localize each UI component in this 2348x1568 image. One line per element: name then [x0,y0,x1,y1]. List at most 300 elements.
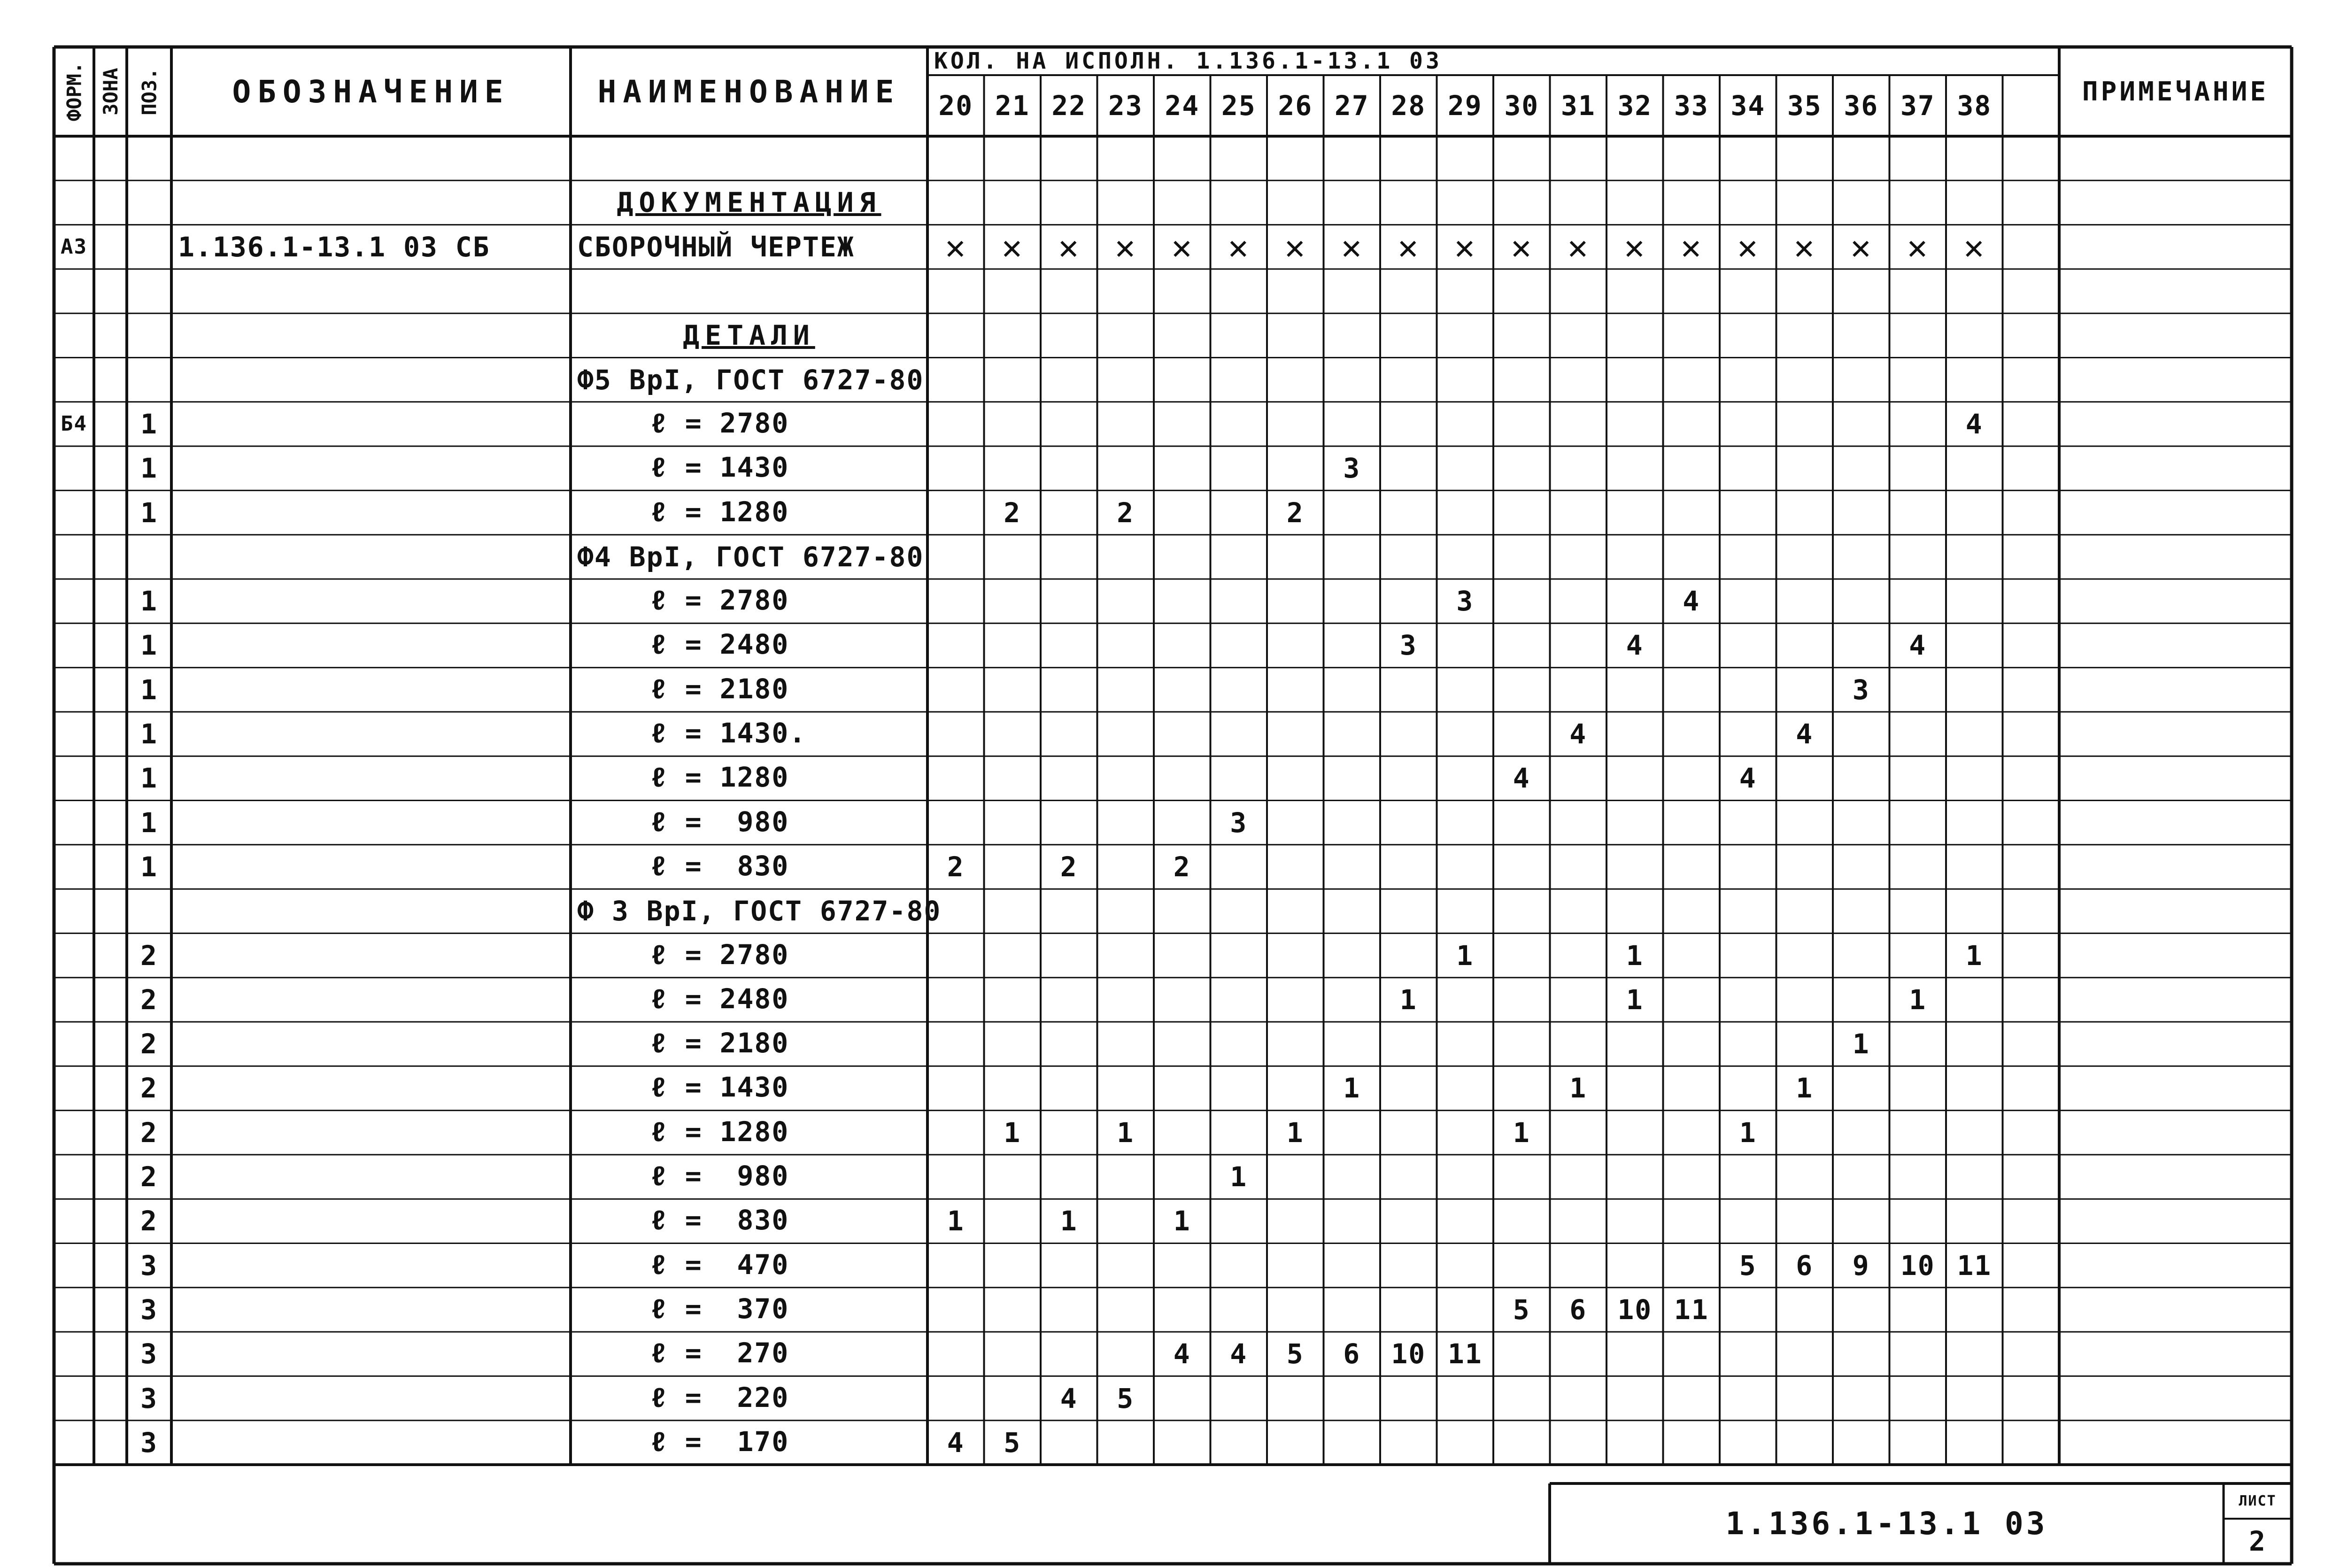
qty-cell-27: 3 [1343,452,1361,485]
qty-cell-27 [1324,490,1381,534]
qty-cell-31 [1550,1199,1607,1243]
row-format [54,1111,94,1155]
row-zone [94,180,127,224]
row-format [54,1244,94,1288]
qty-cell-36 [1833,1288,1890,1332]
qty-cell-29 [1437,1199,1494,1243]
qty-cell-26 [1267,1244,1324,1288]
variant-header-32: 32 [1617,90,1653,122]
variant-header-35: 35 [1787,90,1822,122]
qty-cell-33 [1663,1111,1720,1155]
row-designation [171,1111,571,1155]
qty-cell-32 [1607,1066,1663,1110]
row-position: 2 [140,1072,158,1105]
qty-cell-35 [1776,180,1833,224]
qty-cell-24 [1154,712,1211,756]
qty-cell-30 [1493,889,1550,933]
qty-cell-33 [1663,180,1720,224]
qty-cell-28 [1380,1376,1437,1420]
row-position: 1 [140,673,158,706]
qty-cell-31 [1550,933,1607,977]
qty-cell-27: 6 [1343,1338,1361,1370]
qty-cell-20 [927,535,984,579]
qty-cell-34 [1720,1022,1776,1066]
qty-cell-23 [1097,1288,1154,1332]
qty-cell-20 [927,801,984,845]
qty-cell-23 [1097,579,1154,623]
row-format [54,1376,94,1420]
qty-cell-36 [1833,845,1890,889]
row-position [127,136,171,180]
qty-cell-25 [1211,446,1267,490]
row-zone [94,358,127,402]
qty-cell-33 [1663,358,1720,402]
qty-cell-36 [1833,180,1890,224]
qty-cell-25 [1211,358,1267,402]
qty-cell-28 [1380,1022,1437,1066]
row-name: ℓ = 2480 [650,628,789,661]
qty-cell-26 [1267,402,1324,446]
qty-cell-34 [1720,535,1776,579]
qty-cell-38 [1946,978,2003,1022]
qty-cell-32 [1607,889,1663,933]
qty-cell-33 [1663,889,1720,933]
qty-cell-20: 1 [947,1205,965,1237]
qty-cell-24 [1154,623,1211,667]
qty-cell-35 [1776,313,1833,357]
qty-cell-31 [1550,358,1607,402]
qty-cell-34 [1720,845,1776,889]
qty-cell-32 [1607,845,1663,889]
qty-cell-29: ✕ [1454,227,1476,267]
qty-cell-32 [1607,1155,1663,1199]
qty-cell-20 [927,1155,984,1199]
qty-cell-30 [1493,490,1550,534]
qty-cell-27 [1324,180,1381,224]
row-format [54,889,94,933]
qty-cell-32: 1 [1626,983,1644,1016]
qty-cell-34 [1720,978,1776,1022]
qty-cell-37 [1890,1332,1946,1376]
qty-cell-37 [1890,1111,1946,1155]
qty-cell-22: 2 [1060,850,1078,883]
qty-cell-32: 1 [1626,939,1644,972]
qty-cell-33 [1663,402,1720,446]
qty-cell-37 [1890,313,1946,357]
qty-cell-38 [1946,358,2003,402]
qty-cell-37 [1890,1066,1946,1110]
qty-cell-30 [1493,1022,1550,1066]
qty-cell-31 [1550,313,1607,357]
qty-cell-36 [1833,1155,1890,1199]
qty-cell-27 [1324,978,1381,1022]
qty-cell-31: 1 [1569,1072,1587,1105]
row-name [571,269,927,313]
row-name: ℓ = 470 [650,1248,789,1281]
qty-cell-24: 4 [1173,1338,1191,1370]
qty-cell-34 [1720,136,1776,180]
qty-cell-21 [984,269,1041,313]
qty-cell-36 [1833,978,1890,1022]
qty-cell-36 [1833,358,1890,402]
header-qty-caption: КОЛ. НА ИСПОЛН. 1.136.1-13.1 03 [934,48,1442,74]
qty-cell-27 [1324,623,1381,667]
row-designation [171,845,571,889]
qty-cell-34 [1720,623,1776,667]
qty-cell-32 [1607,1421,1663,1465]
qty-cell-36 [1833,1066,1890,1110]
qty-cell-21 [984,136,1041,180]
qty-cell-36 [1833,1332,1890,1376]
row-position: 3 [140,1293,158,1326]
qty-cell-22 [1041,1022,1097,1066]
qty-cell-32 [1607,402,1663,446]
row-position: 2 [140,1205,158,1237]
qty-cell-25 [1211,712,1267,756]
qty-cell-24 [1154,313,1211,357]
qty-cell-21: 1 [1004,1116,1021,1149]
qty-cell-22 [1041,535,1097,579]
qty-cell-27 [1324,1022,1381,1066]
qty-cell-33 [1663,1022,1720,1066]
qty-cell-32 [1607,1332,1663,1376]
row-designation: 1.136.1-13.1 03 СБ [178,231,490,263]
qty-cell-37: ✕ [1907,227,1929,267]
qty-cell-38 [1946,1199,2003,1243]
row-designation [171,136,571,180]
row-position: 3 [140,1338,158,1370]
qty-cell-35 [1776,1111,1833,1155]
qty-cell-31 [1550,1376,1607,1420]
qty-cell-33 [1663,313,1720,357]
qty-cell-25 [1211,269,1267,313]
qty-cell-20 [927,933,984,977]
qty-cell-37 [1890,180,1946,224]
qty-cell-24 [1154,180,1211,224]
qty-cell-24 [1154,668,1211,712]
row-designation [171,1066,571,1110]
qty-cell-31 [1550,402,1607,446]
qty-cell-33 [1663,1421,1720,1465]
qty-cell-32 [1607,1376,1663,1420]
row-designation [171,978,571,1022]
row-zone [94,269,127,313]
row-name: ℓ = 830 [650,1204,789,1236]
qty-cell-35 [1776,623,1833,667]
qty-cell-29 [1437,180,1494,224]
qty-cell-38 [1946,136,2003,180]
qty-cell-30 [1493,402,1550,446]
qty-cell-34 [1720,1199,1776,1243]
qty-cell-34 [1720,712,1776,756]
qty-cell-22 [1041,313,1097,357]
qty-cell-28 [1380,889,1437,933]
qty-cell-38 [1946,845,2003,889]
qty-cell-32 [1607,313,1663,357]
qty-cell-28 [1380,490,1437,534]
qty-cell-23 [1097,446,1154,490]
qty-cell-20 [927,978,984,1022]
qty-cell-38 [1946,1376,2003,1420]
qty-cell-29 [1437,889,1494,933]
qty-cell-31 [1550,1111,1607,1155]
variant-header-25: 25 [1221,90,1256,122]
qty-cell-32 [1607,712,1663,756]
qty-cell-22 [1041,933,1097,977]
qty-cell-33 [1663,1332,1720,1376]
row-position: 2 [140,1116,158,1149]
qty-cell-34 [1720,1421,1776,1465]
qty-cell-37 [1890,358,1946,402]
qty-cell-29 [1437,1111,1494,1155]
qty-cell-37 [1890,845,1946,889]
qty-cell-31: ✕ [1568,227,1589,267]
qty-cell-33 [1663,801,1720,845]
qty-cell-21 [984,1244,1041,1288]
qty-cell-36 [1833,756,1890,800]
qty-cell-33 [1663,1155,1720,1199]
row-name: ℓ = 1430 [650,451,789,484]
qty-cell-22 [1041,1421,1097,1465]
row-name: ℓ = 370 [650,1292,789,1325]
row-position: 1 [140,806,158,839]
qty-cell-29 [1437,845,1494,889]
qty-cell-35 [1776,490,1833,534]
qty-cell-24 [1154,1376,1211,1420]
qty-cell-22 [1041,136,1097,180]
qty-cell-23 [1097,801,1154,845]
qty-cell-34 [1720,933,1776,977]
qty-cell-34 [1720,1288,1776,1332]
qty-cell-20 [927,313,984,357]
qty-cell-38 [1946,668,2003,712]
qty-cell-33 [1663,446,1720,490]
qty-cell-38 [1946,490,2003,534]
qty-cell-28 [1380,1111,1437,1155]
qty-cell-23 [1097,358,1154,402]
qty-cell-25 [1211,1421,1267,1465]
row-name: ℓ = 220 [650,1381,789,1414]
qty-cell-24 [1154,269,1211,313]
qty-cell-38 [1946,1111,2003,1155]
qty-cell-37: 10 [1900,1249,1935,1282]
qty-cell-31 [1550,889,1607,933]
qty-cell-30 [1493,136,1550,180]
qty-cell-33 [1663,623,1720,667]
qty-cell-31 [1550,1421,1607,1465]
qty-cell-30 [1493,623,1550,667]
qty-cell-38: ✕ [1963,227,1985,267]
qty-cell-29 [1437,313,1494,357]
row-designation [171,402,571,446]
qty-cell-26 [1267,933,1324,977]
row-format [54,269,94,313]
qty-cell-36 [1833,490,1890,534]
qty-cell-35 [1776,889,1833,933]
qty-cell-23 [1097,623,1154,667]
qty-cell-37 [1890,1155,1946,1199]
qty-cell-22 [1041,756,1097,800]
qty-cell-25 [1211,1111,1267,1155]
qty-cell-25 [1211,180,1267,224]
qty-cell-31 [1550,1022,1607,1066]
qty-cell-27 [1324,136,1381,180]
variant-header-30: 30 [1504,90,1539,122]
qty-cell-29 [1437,1421,1494,1465]
row-zone [94,225,127,269]
row-position: 2 [140,939,158,972]
row-position: 1 [140,408,158,440]
qty-cell-25 [1211,313,1267,357]
qty-cell-30 [1493,446,1550,490]
qty-cell-24 [1154,1155,1211,1199]
row-zone [94,136,127,180]
qty-cell-32 [1607,1244,1663,1288]
qty-cell-26: 2 [1286,496,1304,529]
qty-cell-28: 3 [1399,629,1417,662]
qty-cell-30 [1493,180,1550,224]
qty-cell-24 [1154,978,1211,1022]
row-name: ℓ = 2480 [650,982,789,1015]
qty-cell-37 [1890,269,1946,313]
qty-cell-30 [1493,1155,1550,1199]
qty-cell-29 [1437,402,1494,446]
qty-cell-29 [1437,978,1494,1022]
qty-cell-36 [1833,801,1890,845]
row-zone [94,1288,127,1332]
qty-cell-28 [1380,1244,1437,1288]
qty-cell-24 [1154,933,1211,977]
qty-cell-36: 1 [1852,1028,1870,1060]
qty-cell-36 [1833,269,1890,313]
qty-cell-30 [1493,712,1550,756]
qty-cell-21 [984,801,1041,845]
qty-cell-35 [1776,668,1833,712]
qty-cell-32 [1607,136,1663,180]
qty-cell-26 [1267,1288,1324,1332]
qty-cell-20 [927,579,984,623]
row-position [127,358,171,402]
row-designation [171,313,571,357]
row-zone [94,889,127,933]
row-format [54,668,94,712]
qty-cell-34 [1720,358,1776,402]
qty-cell-25 [1211,978,1267,1022]
qty-cell-22 [1041,1066,1097,1110]
qty-cell-21: 5 [1004,1426,1021,1459]
qty-cell-26: 5 [1286,1338,1304,1370]
qty-cell-25 [1211,933,1267,977]
qty-cell-37 [1890,490,1946,534]
qty-cell-26 [1267,1155,1324,1199]
qty-cell-31 [1550,668,1607,712]
qty-cell-20 [927,490,984,534]
qty-cell-30 [1493,1376,1550,1420]
row-designation [171,1288,571,1332]
qty-cell-37 [1890,579,1946,623]
qty-cell-31 [1550,180,1607,224]
qty-cell-30 [1493,1244,1550,1288]
qty-cell-35 [1776,1332,1833,1376]
qty-cell-35 [1776,1199,1833,1243]
row-designation [171,269,571,313]
qty-cell-35 [1776,845,1833,889]
row-position: 1 [140,452,158,485]
qty-cell-34 [1720,313,1776,357]
qty-cell-30 [1493,801,1550,845]
row-designation [171,490,571,534]
sheet-label: ЛИСТ [2239,1493,2277,1509]
qty-cell-37 [1890,535,1946,579]
qty-cell-32 [1607,1199,1663,1243]
qty-cell-28 [1380,402,1437,446]
qty-cell-32 [1607,668,1663,712]
row-position: 1 [140,629,158,662]
qty-cell-20 [927,136,984,180]
variant-header-34: 34 [1730,90,1766,122]
qty-cell-34 [1720,579,1776,623]
qty-cell-30 [1493,1332,1550,1376]
header-form: ФОРМ. [62,62,85,122]
qty-cell-28 [1380,269,1437,313]
row-zone [94,978,127,1022]
qty-cell-30 [1493,1421,1550,1465]
row-zone [94,756,127,800]
qty-cell-28 [1380,1066,1437,1110]
qty-cell-35 [1776,978,1833,1022]
row-format [54,490,94,534]
qty-cell-36 [1833,1376,1890,1420]
qty-cell-24: 2 [1173,850,1191,883]
qty-cell-25 [1211,402,1267,446]
qty-cell-24 [1154,535,1211,579]
qty-cell-25 [1211,1066,1267,1110]
row-name: ℓ = 1280 [650,495,789,528]
qty-cell-25 [1211,845,1267,889]
qty-cell-28 [1380,1421,1437,1465]
qty-cell-33 [1663,712,1720,756]
row-name: ℓ = 2780 [650,938,789,971]
qty-cell-28 [1380,756,1437,800]
row-designation [171,1376,571,1420]
qty-cell-31 [1550,136,1607,180]
qty-cell-35 [1776,1155,1833,1199]
row-designation [171,889,571,933]
qty-cell-24 [1154,801,1211,845]
qty-cell-24 [1154,1421,1211,1465]
qty-cell-26 [1267,180,1324,224]
row-format [54,801,94,845]
row-designation [171,933,571,977]
row-format [54,535,94,579]
header-note: ПРИМЕЧАНИЕ [2082,76,2269,107]
qty-cell-21 [984,313,1041,357]
qty-cell-25 [1211,623,1267,667]
row-position: 1 [140,496,158,529]
row-zone [94,1244,127,1288]
row-position [127,313,171,357]
qty-cell-22: 4 [1060,1382,1078,1414]
qty-cell-32: ✕ [1624,227,1645,267]
qty-cell-29 [1437,801,1494,845]
qty-cell-27 [1324,358,1381,402]
qty-cell-32 [1607,1111,1663,1155]
row-name: ℓ = 2180 [650,1027,789,1059]
qty-cell-21: 2 [1004,496,1021,529]
qty-cell-35 [1776,446,1833,490]
qty-cell-24 [1154,402,1211,446]
qty-cell-35 [1776,801,1833,845]
